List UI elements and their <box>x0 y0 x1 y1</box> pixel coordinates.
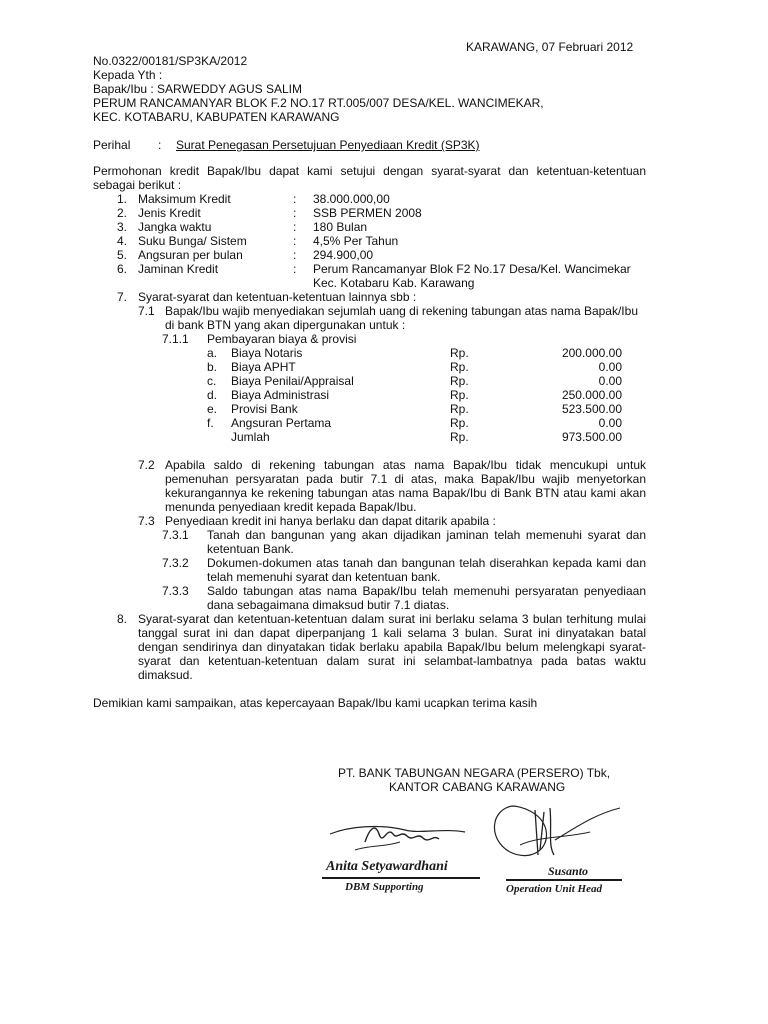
fee-label: Biaya Penilai/Appraisal <box>231 374 354 388</box>
term-number: 2. <box>117 206 128 220</box>
term-colon: : <box>293 248 297 262</box>
clause-7-2-text: pemenuhan persyaratan pada butir 7.1 di atas, maka Bapak/Ibu wajib menyetorkan kekurangannya ke rekening tabungan atas nama Bapak/Ibu di Bank BTN atau kami akan menunda penyediaan kredit kepada Bapak/Ibu. <box>165 472 646 514</box>
fee-currency: Rp. <box>450 360 469 374</box>
term-number: 4. <box>117 234 128 248</box>
fee-amount: 523.500.00 <box>561 402 622 416</box>
fee-letter: d. <box>207 388 218 402</box>
term-label: Maksimum Kredit <box>138 192 231 206</box>
term-number: 1. <box>117 192 128 206</box>
fee-currency: Rp. <box>450 346 469 360</box>
clause-7-3-number: 7.3 <box>138 514 155 528</box>
letter-date: KARAWANG, 07 Februari 2012 <box>466 40 634 54</box>
term-label: Suku Bunga/ Sistem <box>138 234 247 248</box>
clause-7-2-number: 7.2 <box>138 458 155 472</box>
term-label: Jangka waktu <box>138 220 212 234</box>
fee-amount: 200.000.00 <box>561 346 622 360</box>
clause-7-number: 7. <box>117 290 128 304</box>
fee-label: Angsuran Pertama <box>231 416 332 430</box>
fee-currency: Rp. <box>450 416 469 430</box>
term-value: SSB PERMEN 2008 <box>313 206 422 220</box>
signer-2-title: Operation Unit Head <box>506 883 602 895</box>
fee-amount: 0.00 <box>598 374 622 388</box>
signer-1-title: DBM Supporting <box>345 881 424 893</box>
signer-1-rule <box>322 877 480 879</box>
fee-amount: 0.00 <box>598 416 622 430</box>
clause-7-3-3-number: 7.3.3 <box>162 584 189 598</box>
fee-currency: Rp. <box>450 402 469 416</box>
fee-letter: a. <box>207 346 218 360</box>
bank-name: PT. BANK TABUNGAN NEGARA (PERSERO) Tbk, <box>338 766 611 780</box>
signer-2-rule <box>506 879 622 881</box>
recipient-address-line-1: PERUM RANCAMANYAR BLOK F.2 NO.17 RT.005/007 DESA/KEL. WANCIMEKAR, <box>93 96 544 110</box>
signer-2-name: Susanto <box>548 864 589 878</box>
recipient-name: Bapak/Ibu : SARWEDDY AGUS SALIM <box>93 82 302 96</box>
fee-label: Biaya Notaris <box>231 346 303 360</box>
subject-colon: : <box>158 138 162 152</box>
clause-7-2-line-1: Apabila saldo di rekening tabungan atas nama Bapak/Ibu tidak mencukupi untuk <box>165 458 646 472</box>
fee-label: Provisi Bank <box>231 402 298 416</box>
signer-1-name: Anita Setyawardhani <box>326 859 448 874</box>
term-number: 3. <box>117 220 128 234</box>
term-colon: : <box>293 262 297 276</box>
term-value: 294.900,00 <box>313 248 374 262</box>
fee-currency: Rp. <box>450 388 469 402</box>
clause-7-text: Syarat-syarat dan ketentuan-ketentuan lainnya sbb : <box>138 290 417 304</box>
recipient-address-line-2: KEC. KOTABARU, KABUPATEN KARAWANG <box>93 110 340 124</box>
term-label: Jaminan Kredit <box>138 262 219 276</box>
clause-7-1-number: 7.1 <box>138 304 155 318</box>
term-value: 38.000.000,00 <box>313 192 390 206</box>
fee-letter: e. <box>207 402 218 416</box>
clause-7-3-1-text: Tanah dan bangunan yang akan dijadikan jaminan telah memenuhi syarat dan ketentuan Bank. <box>207 528 646 556</box>
fee-total-currency: Rp. <box>450 430 469 444</box>
clause-7-3-2-number: 7.3.2 <box>162 556 189 570</box>
term-colon: : <box>293 192 297 206</box>
subject-label: Perihal <box>93 138 131 152</box>
clause-7-3-1-number: 7.3.1 <box>162 528 189 542</box>
fee-letter: b. <box>207 360 218 374</box>
term-value: 4,5% Per Tahun <box>313 234 399 248</box>
intro-paragraph: Permohonan kredit Bapak/Ibu dapat kami setujui dengan syarat-syarat dan ketentuan-ketentuan sebagai berikut : <box>93 164 646 192</box>
clause-7-1-line-2: di bank BTN yang akan dipergunakan untuk : <box>165 318 406 332</box>
fee-total-label: Jumlah <box>231 430 270 444</box>
fee-currency: Rp. <box>450 374 469 388</box>
signature-susanto <box>480 800 630 870</box>
clause-7-1-1-number: 7.1.1 <box>162 332 189 346</box>
reference-number: No.0322/00181/SP3KA/2012 <box>93 54 248 68</box>
clause-7-3-3-text: Saldo tabungan atas nama Bapak/Ibu telah memenuhi persyaratan penyediaan dana sebagaimana dimaksud butir 7.1 diatas. <box>207 584 646 612</box>
term-label: Angsuran per bulan <box>138 248 243 262</box>
clause-7-3-2-text: Dokumen-dokumen atas tanah dan bangunan telah diserahkan kepada kami dan telah memenuhi syarat dan ketentuan bank. <box>207 556 646 584</box>
closing-sentence: Demikian kami sampaikan, atas kepercayaan Bapak/Ibu kami ucapkan terima kasih <box>93 696 538 710</box>
subject-text: Surat Penegasan Persetujuan Penyediaan Kredit (SP3K) <box>176 138 480 152</box>
fee-label: Biaya Administrasi <box>231 388 330 402</box>
fee-total-amount: 973.500.00 <box>561 430 622 444</box>
signature-susanto-scribble <box>480 800 630 870</box>
term-colon: : <box>293 234 297 248</box>
term-colon: : <box>293 220 297 234</box>
fee-letter: c. <box>207 374 217 388</box>
term-value: Perum Rancamanyar Blok F2 No.17 Desa/Kel. Wancimekar <box>313 262 631 276</box>
term-label: Jenis Kredit <box>138 206 201 220</box>
clause-7-1-1-text: Pembayaran biaya & provisi <box>207 332 357 346</box>
clause-7-1-line-1: Bapak/Ibu wajib menyediakan sejumlah uang di rekening tabungan atas nama Bapak/Ibu <box>165 304 638 318</box>
fee-amount: 0.00 <box>598 360 622 374</box>
fee-amount: 250.000.00 <box>561 388 622 402</box>
term-value: 180 Bulan <box>313 220 368 234</box>
clause-8-text: Syarat-syarat dan ketentuan-ketentuan dalam surat ini berlaku selama 3 bulan terhitung mulai tanggal surat ini dan dapat diperpanjang 1 kali selama 3 bulan. Surat ini dinyatakan batal dengan sendirinya dan dinyatakan tidak berlaku apabila Bapak/Ibu belum melengkapi syarat-syarat dan ketentuan-ketentuan dalam surat ini selambat-lambatnya pada batas waktu dimaksud. <box>138 612 646 682</box>
fee-letter: f. <box>207 416 214 430</box>
term-number: 6. <box>117 262 128 276</box>
term-number: 5. <box>117 248 128 262</box>
term-value-continued: Kec. Kotabaru Kab. Karawang <box>313 276 475 290</box>
term-colon: : <box>293 206 297 220</box>
clause-8-number: 8. <box>117 612 128 626</box>
clause-7-3-text: Penyediaan kredit ini hanya berlaku dan dapat ditarik apabila : <box>165 514 496 528</box>
fee-label: Biaya APHT <box>231 360 296 374</box>
branch-name: KANTOR CABANG KARAWANG <box>389 780 566 794</box>
salutation: Kepada Yth : <box>93 68 163 82</box>
